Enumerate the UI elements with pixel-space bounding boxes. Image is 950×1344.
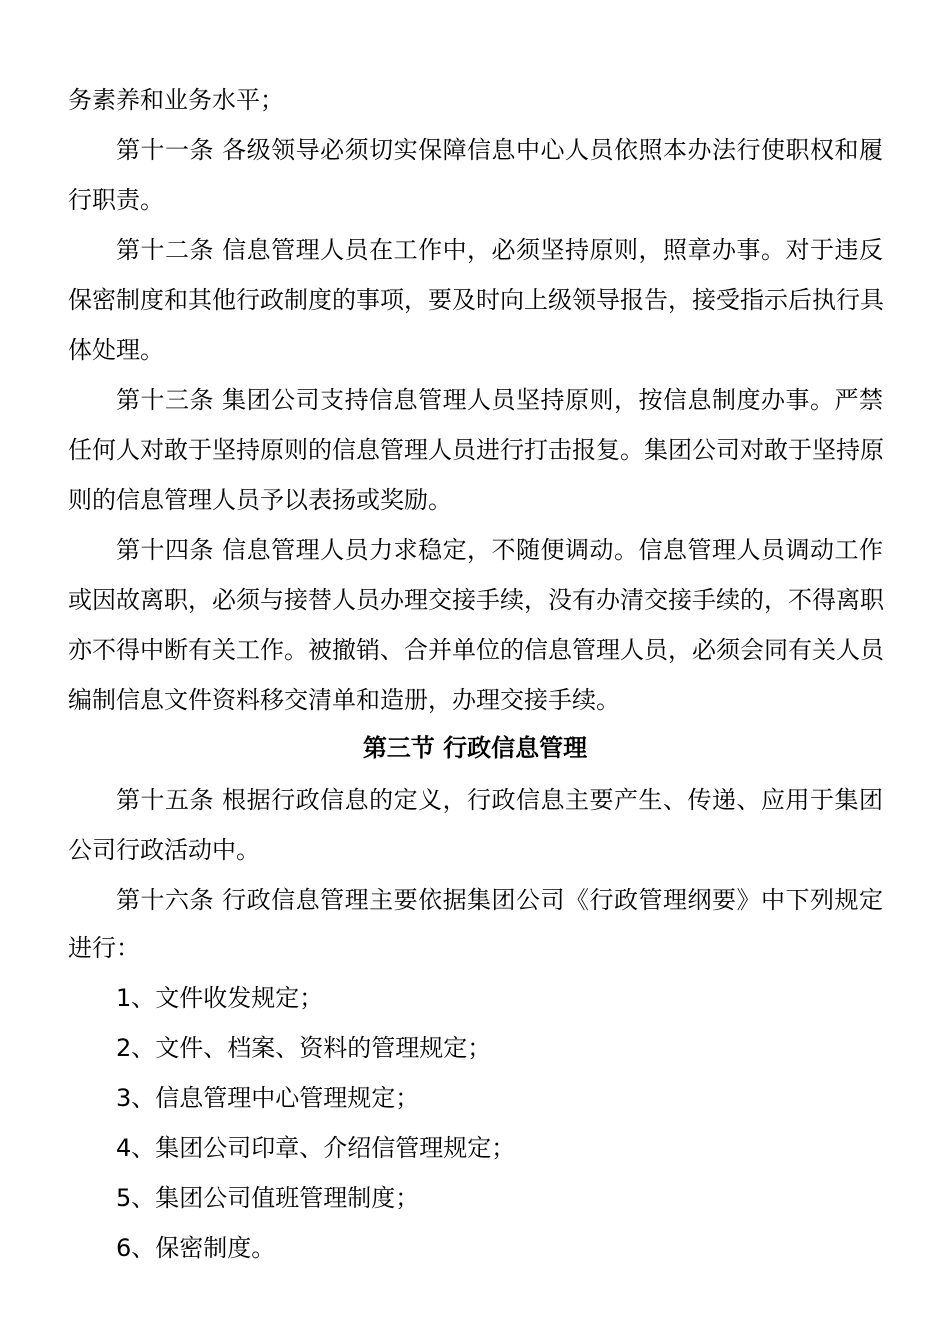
article-14-line-3: 亦不得中断有关工作。被撤销、合并单位的信息管理人员，必须会同有关人员 bbox=[68, 636, 884, 664]
article-11-line-1: 第十一条 各级领导必须切实保障信息中心人员依照本办法行使职权和履 bbox=[116, 136, 883, 164]
section-heading: 第三节 行政信息管理 bbox=[362, 734, 588, 762]
list-item: 2、文件、档案、资料的管理规定； bbox=[116, 1034, 492, 1062]
article-16-line-2: 进行： bbox=[68, 934, 140, 962]
article-14-line-4: 编制信息文件资料移交清单和造册，办理交接手续。 bbox=[68, 686, 620, 714]
article-14-line-1: 第十四条 信息管理人员力求稳定，不随便调动。信息管理人员调动工作 bbox=[116, 536, 883, 564]
list-item: 5、集团公司值班管理制度； bbox=[116, 1184, 420, 1212]
text-line: 务素养和业务水平； bbox=[68, 86, 284, 114]
list-item: 4、集团公司印章、介绍信管理规定； bbox=[116, 1134, 516, 1162]
article-11-line-2: 行职责。 bbox=[68, 186, 164, 214]
article-15-line-1: 第十五条 根据行政信息的定义，行政信息主要产生、传递、应用于集团 bbox=[116, 786, 883, 814]
list-item: 3、信息管理中心管理规定； bbox=[116, 1084, 420, 1112]
list-item: 1、文件收发规定； bbox=[116, 984, 324, 1012]
article-12-line-1: 第十二条 信息管理人员在工作中，必须坚持原则，照章办事。对于违反 bbox=[116, 236, 883, 264]
article-13-line-2: 任何人对敢于坚持原则的信息管理人员进行打击报复。集团公司对敢于坚持原 bbox=[68, 436, 884, 464]
list-item: 6、保密制度。 bbox=[116, 1234, 276, 1262]
article-16-line-1: 第十六条 行政信息管理主要依据集团公司《行政管理纲要》中下列规定 bbox=[116, 886, 883, 914]
article-14-line-2: 或因故离职，必须与接替人员办理交接手续，没有办清交接手续的，不得离职 bbox=[68, 586, 884, 614]
article-12-line-3: 体处理。 bbox=[68, 336, 164, 364]
article-12-line-2: 保密制度和其他行政制度的事项，要及时向上级领导报告，接受指示后执行具 bbox=[68, 286, 884, 314]
article-15-line-2: 公司行政活动中。 bbox=[68, 836, 260, 864]
article-13-line-3: 则的信息管理人员予以表扬或奖励。 bbox=[68, 486, 452, 514]
article-13-line-1: 第十三条 集团公司支持信息管理人员坚持原则，按信息制度办事。严禁 bbox=[116, 386, 883, 414]
